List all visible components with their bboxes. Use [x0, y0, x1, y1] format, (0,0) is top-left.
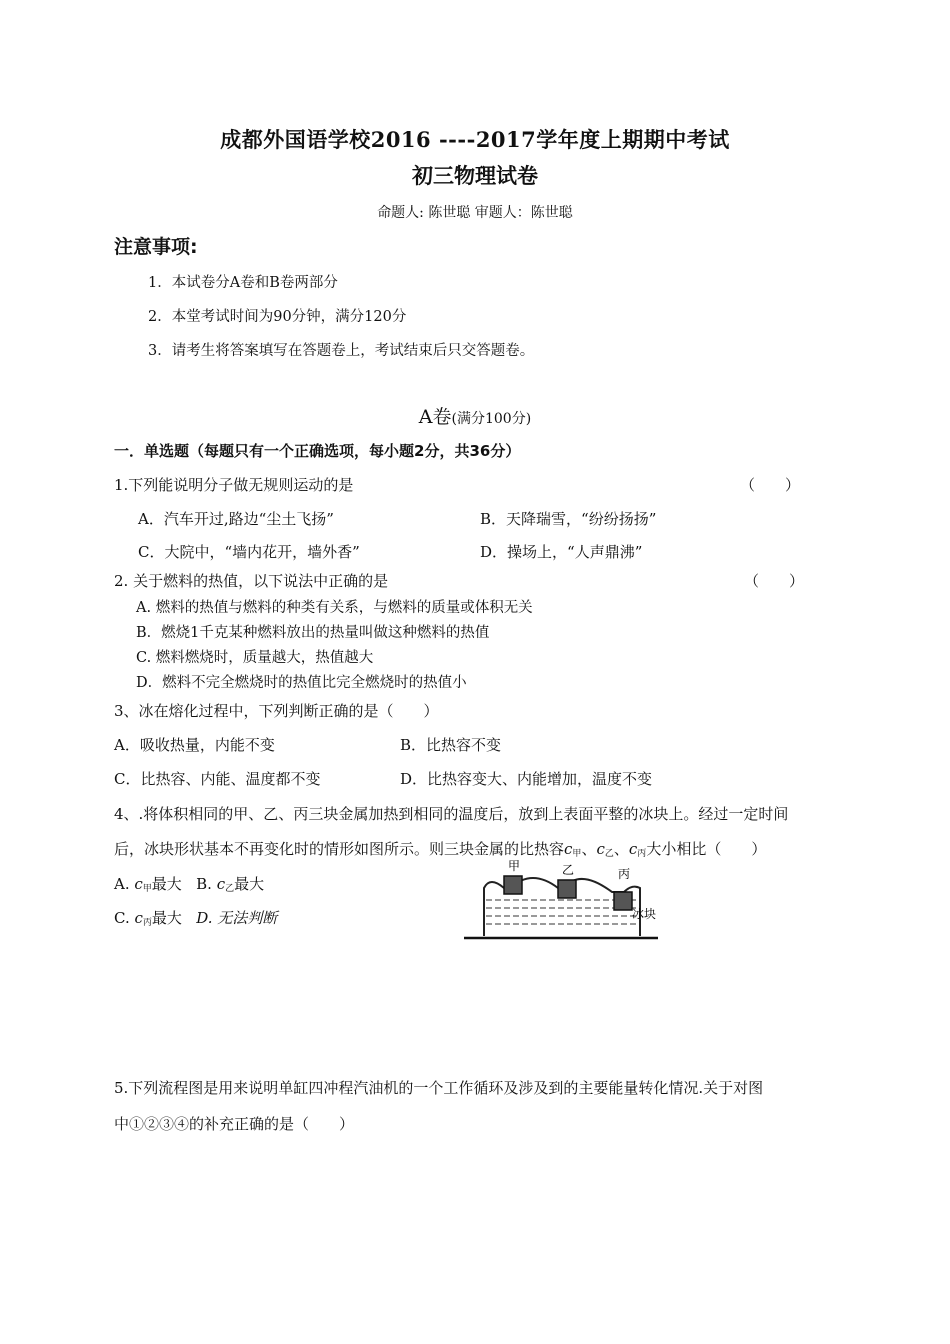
question-2-option-a: A. 燃料的热值与燃料的种类有关系，与燃料的质量或体积无关 [136, 600, 533, 616]
question-2-answer-paren: （ ） [744, 572, 805, 590]
question-2-stem: 2. 关于燃料的热值，以下说法中正确的是 [114, 572, 389, 590]
exam-title: 成都外国语学校2016 ----2017学年度上期期中考试 [220, 127, 730, 152]
question-3-stem: 3、冰在熔化过程中，下列判断正确的是（ ） [114, 702, 439, 720]
notice-heading: 注意事项: [114, 236, 198, 258]
label-yi: 乙 [562, 863, 575, 877]
metal-block-yi [558, 880, 576, 898]
label-jia: 甲 [508, 859, 521, 873]
question-4-stem-tail: 大小相比（ ） [646, 840, 767, 858]
exam-authors: 命题人: 陈世聪 审题人：陈世聪 [377, 205, 573, 221]
section-title-text: A卷 [418, 406, 452, 428]
question-4-stem-line2 [114, 838, 766, 859]
section-score-note: (满分100分) [451, 411, 532, 427]
separator: 、 [581, 840, 597, 858]
metal-block-bing [614, 892, 632, 910]
separator: 、 [613, 840, 629, 858]
question-4-stem-line1: 4、.将体积相同的甲、乙、丙三块金属加热到相同的温度后，放到上表面平整的冰块上。经过一定时间 [114, 805, 789, 823]
specific-heat-symbol: c [564, 840, 573, 858]
ice-block-figure [462, 858, 662, 944]
question-3-option-c: C．比热容、内能、温度都不变 [114, 770, 321, 788]
question-4-option-a: A. $c_甲$最大 [114, 875, 182, 894]
question-1-option-b: B．天降瑞雪，“纷纷扬扬” [480, 510, 657, 528]
notice-item: 2．本堂考试时间为90分钟，满分120分 [148, 309, 407, 325]
subscript-bing: 丙 [637, 849, 647, 859]
label-ice: 冰块 [632, 907, 657, 921]
metal-block-jia [504, 876, 522, 894]
question-1-answer-paren: （ ） [740, 476, 801, 494]
question-5-stem-line1: 5.下列流程图是用来说明单缸四冲程汽油机的一个工作循环及涉及到的主要能量转化情况.关于对图 [114, 1079, 764, 1097]
question-4-option-b: B. $c_乙$最大 [196, 875, 265, 894]
question-3-option-b: B．比热容不变 [400, 736, 502, 754]
question-4-option-c: C. $c_丙$最大 [114, 909, 182, 928]
section-title [0, 402, 950, 429]
question-1-option-c: C．大院中，“墙内花开，墙外香” [138, 543, 360, 561]
exam-subtitle: 初三物理试卷 [412, 163, 538, 188]
subscript-jia: 甲 [572, 849, 582, 859]
question-3-option-a: A．吸收热量，内能不变 [114, 736, 275, 754]
subscript-yi: 乙 [604, 849, 614, 859]
question-1-option-a: A．汽车开过,路边“尘土飞扬” [138, 510, 334, 528]
question-1-option-d: D．操场上，“人声鼎沸” [480, 543, 643, 561]
part-heading: 一．单选题（每题只有一个正确选项，每小题2分，共36分） [114, 442, 521, 460]
question-3-option-d: D．比热容变大、内能增加，温度不变 [400, 770, 653, 788]
specific-heat-symbol: c [596, 840, 605, 858]
question-4-options-cd [114, 907, 277, 928]
notice-item: 1．本试卷分A卷和B卷两部分 [148, 275, 338, 291]
question-1-stem: 1.下列能说明分子做无规则运动的是 [114, 476, 354, 494]
label-bing: 丙 [618, 867, 631, 881]
question-5-stem-line2: 中①②③④的补充正确的是（ ） [114, 1115, 355, 1133]
notice-item: 3．请考生将答案填写在答题卷上，考试结束后只交答题卷。 [148, 343, 535, 359]
question-4-stem-text: 后，冰块形状基本不再变化时的情形如图所示。则三块金属的比热容 [114, 840, 565, 858]
question-4-options-ab [114, 873, 264, 894]
specific-heat-symbol: c [628, 840, 638, 858]
question-4-option-d: D. 无法判断 [196, 909, 278, 927]
question-2-option-b: B．燃烧1千克某种燃料放出的热量叫做这种燃料的热值 [136, 625, 490, 641]
question-2-option-d: D．燃料不完全燃烧时的热值比完全燃烧时的热值小 [136, 675, 467, 691]
question-2-option-c: C. 燃料燃烧时，质量越大，热值越大 [136, 650, 374, 666]
